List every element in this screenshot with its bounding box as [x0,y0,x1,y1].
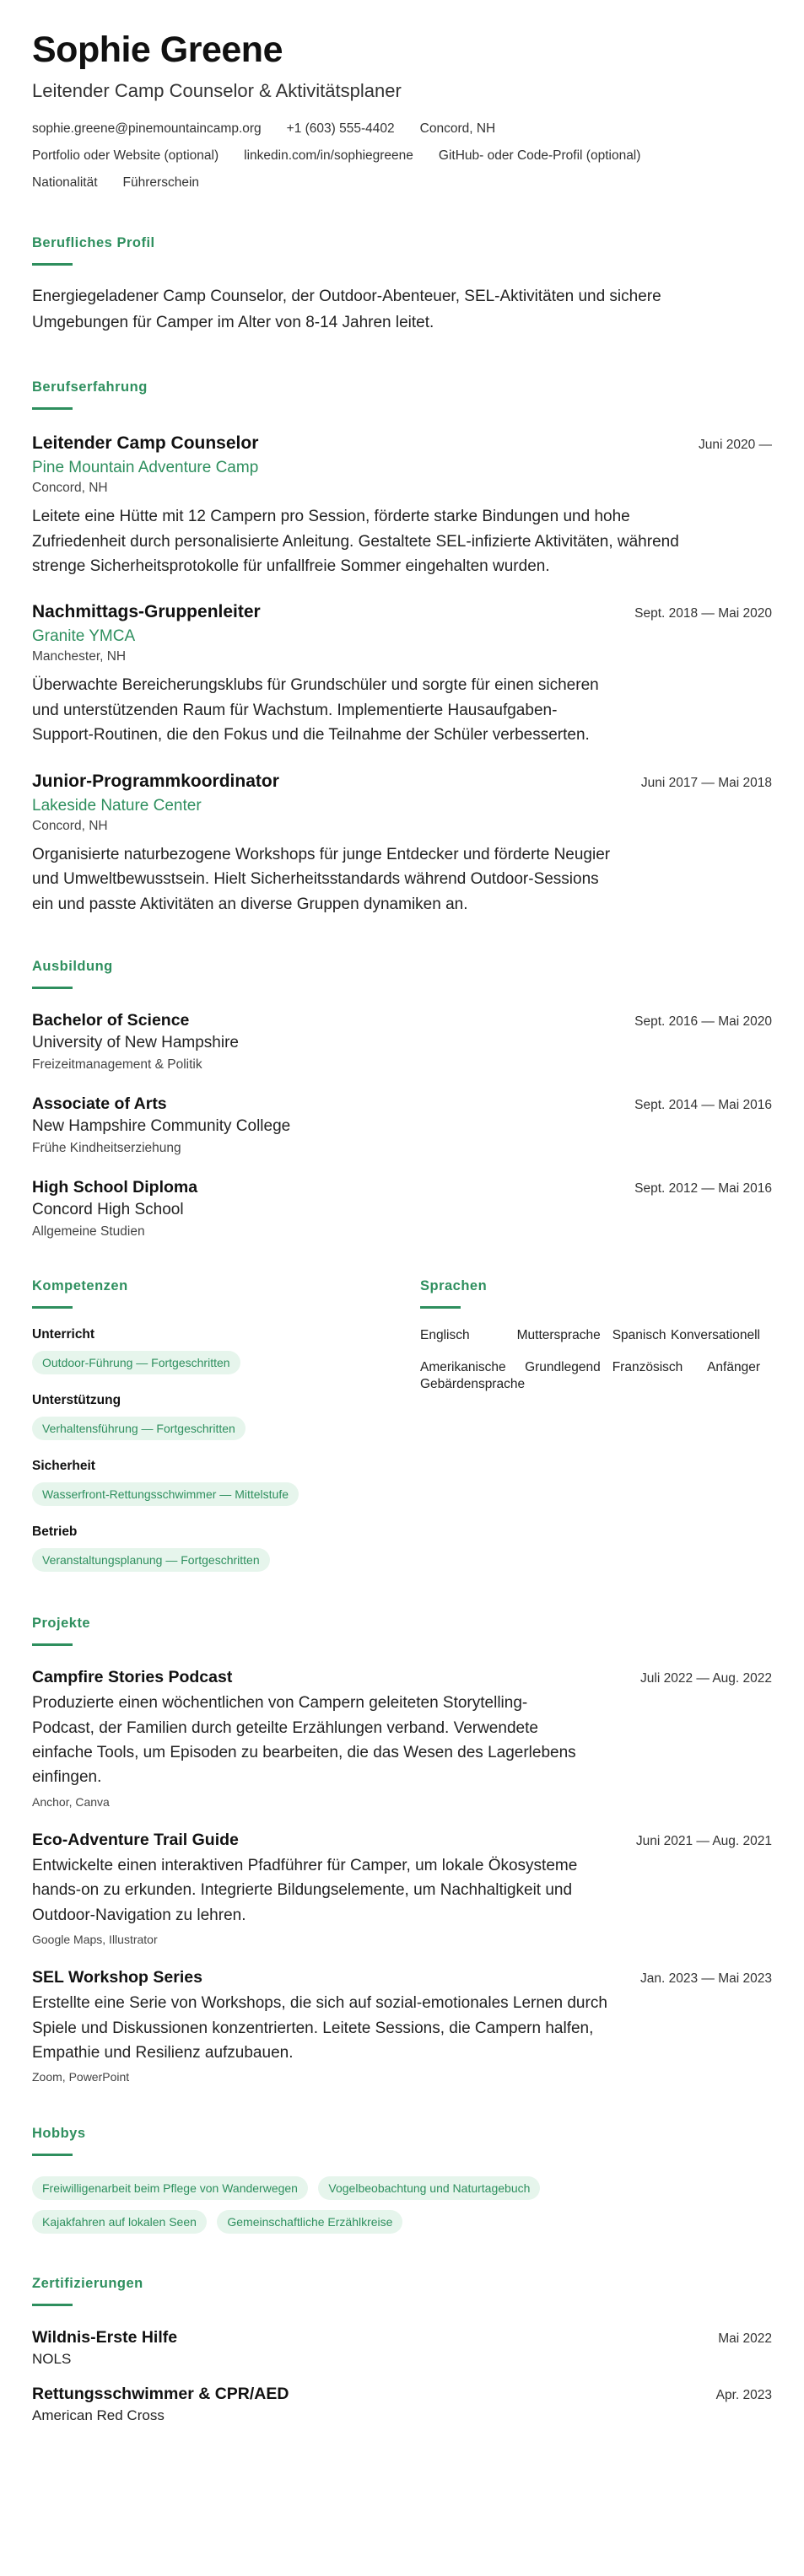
skill-group [32,1525,420,1572]
contact-portfolio[interactable]: Portfolio oder Website (optional) [32,148,219,164]
education-entry [32,1011,772,1073]
certification-date: Mai 2022 [718,2331,772,2347]
education-date: Sept. 2012 — Mai 2016 [634,1181,772,1197]
project-entry [32,1668,772,1809]
skill-chip: Veranstaltungsplanung — Fortgeschritten [32,1548,270,1572]
job-date: Sept. 2018 — Mai 2020 [634,606,772,621]
hobby-chip: Kajakfahren auf lokalen Seen [32,2210,207,2234]
project-entry [32,1968,772,2084]
hobby-chip: Freiwilligenarbeit beim Pflege von Wanderwegen [32,2176,308,2200]
job-date: Juni 2017 — Mai 2018 [640,775,772,790]
degree: Bachelor of Science [32,1011,190,1030]
section-title-education: Ausbildung [32,959,113,975]
job-date: Juni 2020 — [698,438,772,453]
languages-column [420,1240,772,1572]
degree: Associate of Arts [32,1094,167,1114]
contact-location: Concord, NH [419,121,496,137]
section-title-hobbies: Hobbys [32,2126,86,2142]
language-item [420,1359,612,1393]
hobby-chip: Vogelbeobachtung und Naturtagebuch [318,2176,540,2200]
section-divider [32,1643,73,1646]
experience-entry [32,602,772,747]
project-title: Eco-Adventure Trail Guide [32,1830,239,1849]
skills-languages-columns [32,1240,772,1572]
project-date: Juli 2022 — Aug. 2022 [640,1671,772,1686]
certification-entry [32,2385,772,2424]
skill-group [32,1459,420,1506]
language-name: Französisch [612,1360,683,1375]
job-title: Nachmittags-Gruppenleiter [32,602,261,622]
contact-github[interactable]: GitHub- oder Code-Profil (optional) [438,148,641,164]
project-tools: Google Maps, Illustrator [32,1933,158,1947]
language-item [612,1327,772,1344]
language-level: Anfänger [707,1360,760,1375]
experience-entry [32,433,772,578]
profile-summary: Energiegeladener Camp Counselor, der Outdoor-Abenteuer, SEL-Aktivitäten und sichere Umgebungen für Camper im Alter von 8-14 Jahren leitet. [32,288,661,331]
education-date: Sept. 2014 — Mai 2016 [634,1098,772,1113]
field-of-study: Freizeitmanagement & Politik [32,1057,202,1073]
section-title-certifications: Zertifizierungen [32,2276,143,2292]
job-organization: Pine Mountain Adventure Camp [32,459,259,477]
personal-row [32,173,772,193]
project-description: Produzierte einen wöchentlichen von Campern geleiteten Storytelling-Podcast, der Familien durch geteilte Erzählungen verband. Verwendete einfache Tools, um Episoden zu bearbeiten, die das Wesen des Lagerlebens einfingen. [32,1694,576,1787]
education-entry [32,1094,772,1156]
field-of-study: Allgemeine Studien [32,1224,145,1240]
language-level: Grundlegend [525,1360,601,1375]
project-date: Jan. 2023 — Mai 2023 [640,1971,772,1987]
contact-row [32,119,772,139]
language-name: Englisch [420,1328,470,1343]
skill-chip: Verhaltensführung — Fortgeschritten [32,1417,246,1440]
candidate-name: Sophie Greene [32,30,283,70]
project-description: Erstellte eine Serie von Workshops, die sich auf sozial-emotionales Lernen durch Spiele und Diskussionen konzentrierten. Leitete Sessions, die Campern halfen, Empathie und Resilienz aufzubauen. [32,1994,607,2062]
contact-nationality: Nationalität [32,175,98,191]
contact-linkedin[interactable]: linkedin.com/in/sophiegreene [244,148,413,164]
project-title: Campfire Stories Podcast [32,1668,233,1687]
certification-title: Wildnis-Erste Hilfe [32,2328,178,2347]
hobby-chip: Gemeinschaftliche Erzählkreise [217,2210,402,2234]
certification-date: Apr. 2023 [715,2388,772,2403]
job-description: Leitete eine Hütte mit 12 Campern pro Session, förderte starke Bindungen und hohe Zufriedenheit durch personalisierte Anleitung. Gestaltete SEL-infizierte Aktivitäten, während strenge Sicherheitsprotokolle für unfallfreie Sommer eingehalten wurden. [32,508,679,575]
job-organization: Granite YMCA [32,627,136,646]
certification-entry [32,2328,772,2368]
project-entry [32,1831,772,1946]
contact-phone[interactable]: +1 (603) 555-4402 [286,121,395,137]
skill-chip: Outdoor-Führung — Fortgeschritten [32,1351,240,1374]
section-divider [420,1306,461,1309]
certification-issuer: NOLS [32,2351,72,2368]
certification-title: Rettungsschwimmer & CPR/AED [32,2385,289,2404]
language-item [420,1327,612,1344]
candidate-title: Leitender Camp Counselor & Aktivitätsplaner [32,80,402,102]
section-divider [32,2154,73,2156]
contact-license: Führerschein [122,175,200,191]
job-title: Junior-Programmkoordinator [32,771,279,791]
contact-email[interactable]: sophie.greene@pinemountaincamp.org [32,121,262,137]
project-tools: Zoom, PowerPoint [32,2070,130,2084]
project-title: SEL Workshop Series [32,1968,202,1987]
skill-category: Unterricht [32,1327,95,1342]
job-location: Concord, NH [32,818,108,833]
languages-list [420,1327,772,1393]
job-location: Concord, NH [32,481,108,496]
section-title-projects: Projekte [32,1616,91,1632]
project-description: Entwickelte einen interaktiven Pfadführer für Camper, um lokale Ökosysteme hands-on zu erkunden. Integrierte Bildungselemente, um Nachhaltigkeit und Outdoor-Navigation zu lehren. [32,1856,578,1924]
school: University of New Hampshire [32,1034,239,1052]
skill-category: Betrieb [32,1525,78,1540]
section-divider [32,263,73,266]
skill-chip: Wasserfront-Rettungsschwimmer — Mittelstufe [32,1482,299,1506]
links-row [32,146,772,166]
section-divider [32,2304,73,2306]
school: New Hampshire Community College [32,1117,291,1136]
school: Concord High School [32,1201,184,1219]
language-level: Muttersprache [516,1328,601,1343]
language-name: Amerikanische Gebärdensprache [420,1360,526,1392]
job-location: Manchester, NH [32,649,127,664]
job-description: Überwachte Bereicherungsklubs für Grundschüler und sorgte für einen sicheren und unterstützenden Raum für Wachstum. Implementierte Hausaufgaben-Support-Routinen, die den Fokus und die Teilnahme der Schüler verbesserten. [32,676,599,745]
language-level: Konversationell [671,1328,760,1343]
section-divider [32,1306,73,1309]
job-description: Organisierte naturbezogene Workshops für junge Entdecker und förderte Neugier und Umweltbewusstsein. Hielt Sicherheitsstandards während Outdoor-Sessions ein und passte Aktivitäten an diverse Gruppen dynamiken an. [32,845,611,913]
experience-entry [32,772,772,917]
hobbies-list [32,2166,772,2234]
project-tools: Anchor, Canva [32,1794,110,1809]
education-date: Sept. 2016 — Mai 2020 [634,1014,772,1030]
language-name: Spanisch [612,1328,666,1343]
section-title-languages: Sprachen [420,1278,488,1294]
section-title-profile: Berufliches Profil [32,235,155,251]
skill-group [32,1327,420,1374]
job-title: Leitender Camp Counselor [32,433,259,454]
project-date: Juni 2021 — Aug. 2021 [635,1833,772,1848]
education-entry [32,1178,772,1240]
section-divider [32,407,73,410]
section-title-skills: Kompetenzen [32,1278,128,1294]
job-organization: Lakeside Nature Center [32,796,202,815]
skill-group [32,1393,420,1440]
skills-column [32,1240,420,1572]
degree: High School Diploma [32,1178,198,1197]
field-of-study: Frühe Kindheitserziehung [32,1141,181,1156]
certification-issuer: American Red Cross [32,2407,165,2424]
section-title-experience: Berufserfahrung [32,379,148,395]
language-item [612,1359,772,1393]
section-divider [32,987,73,989]
skill-category: Sicherheit [32,1459,95,1474]
skill-category: Unterstützung [32,1393,121,1408]
